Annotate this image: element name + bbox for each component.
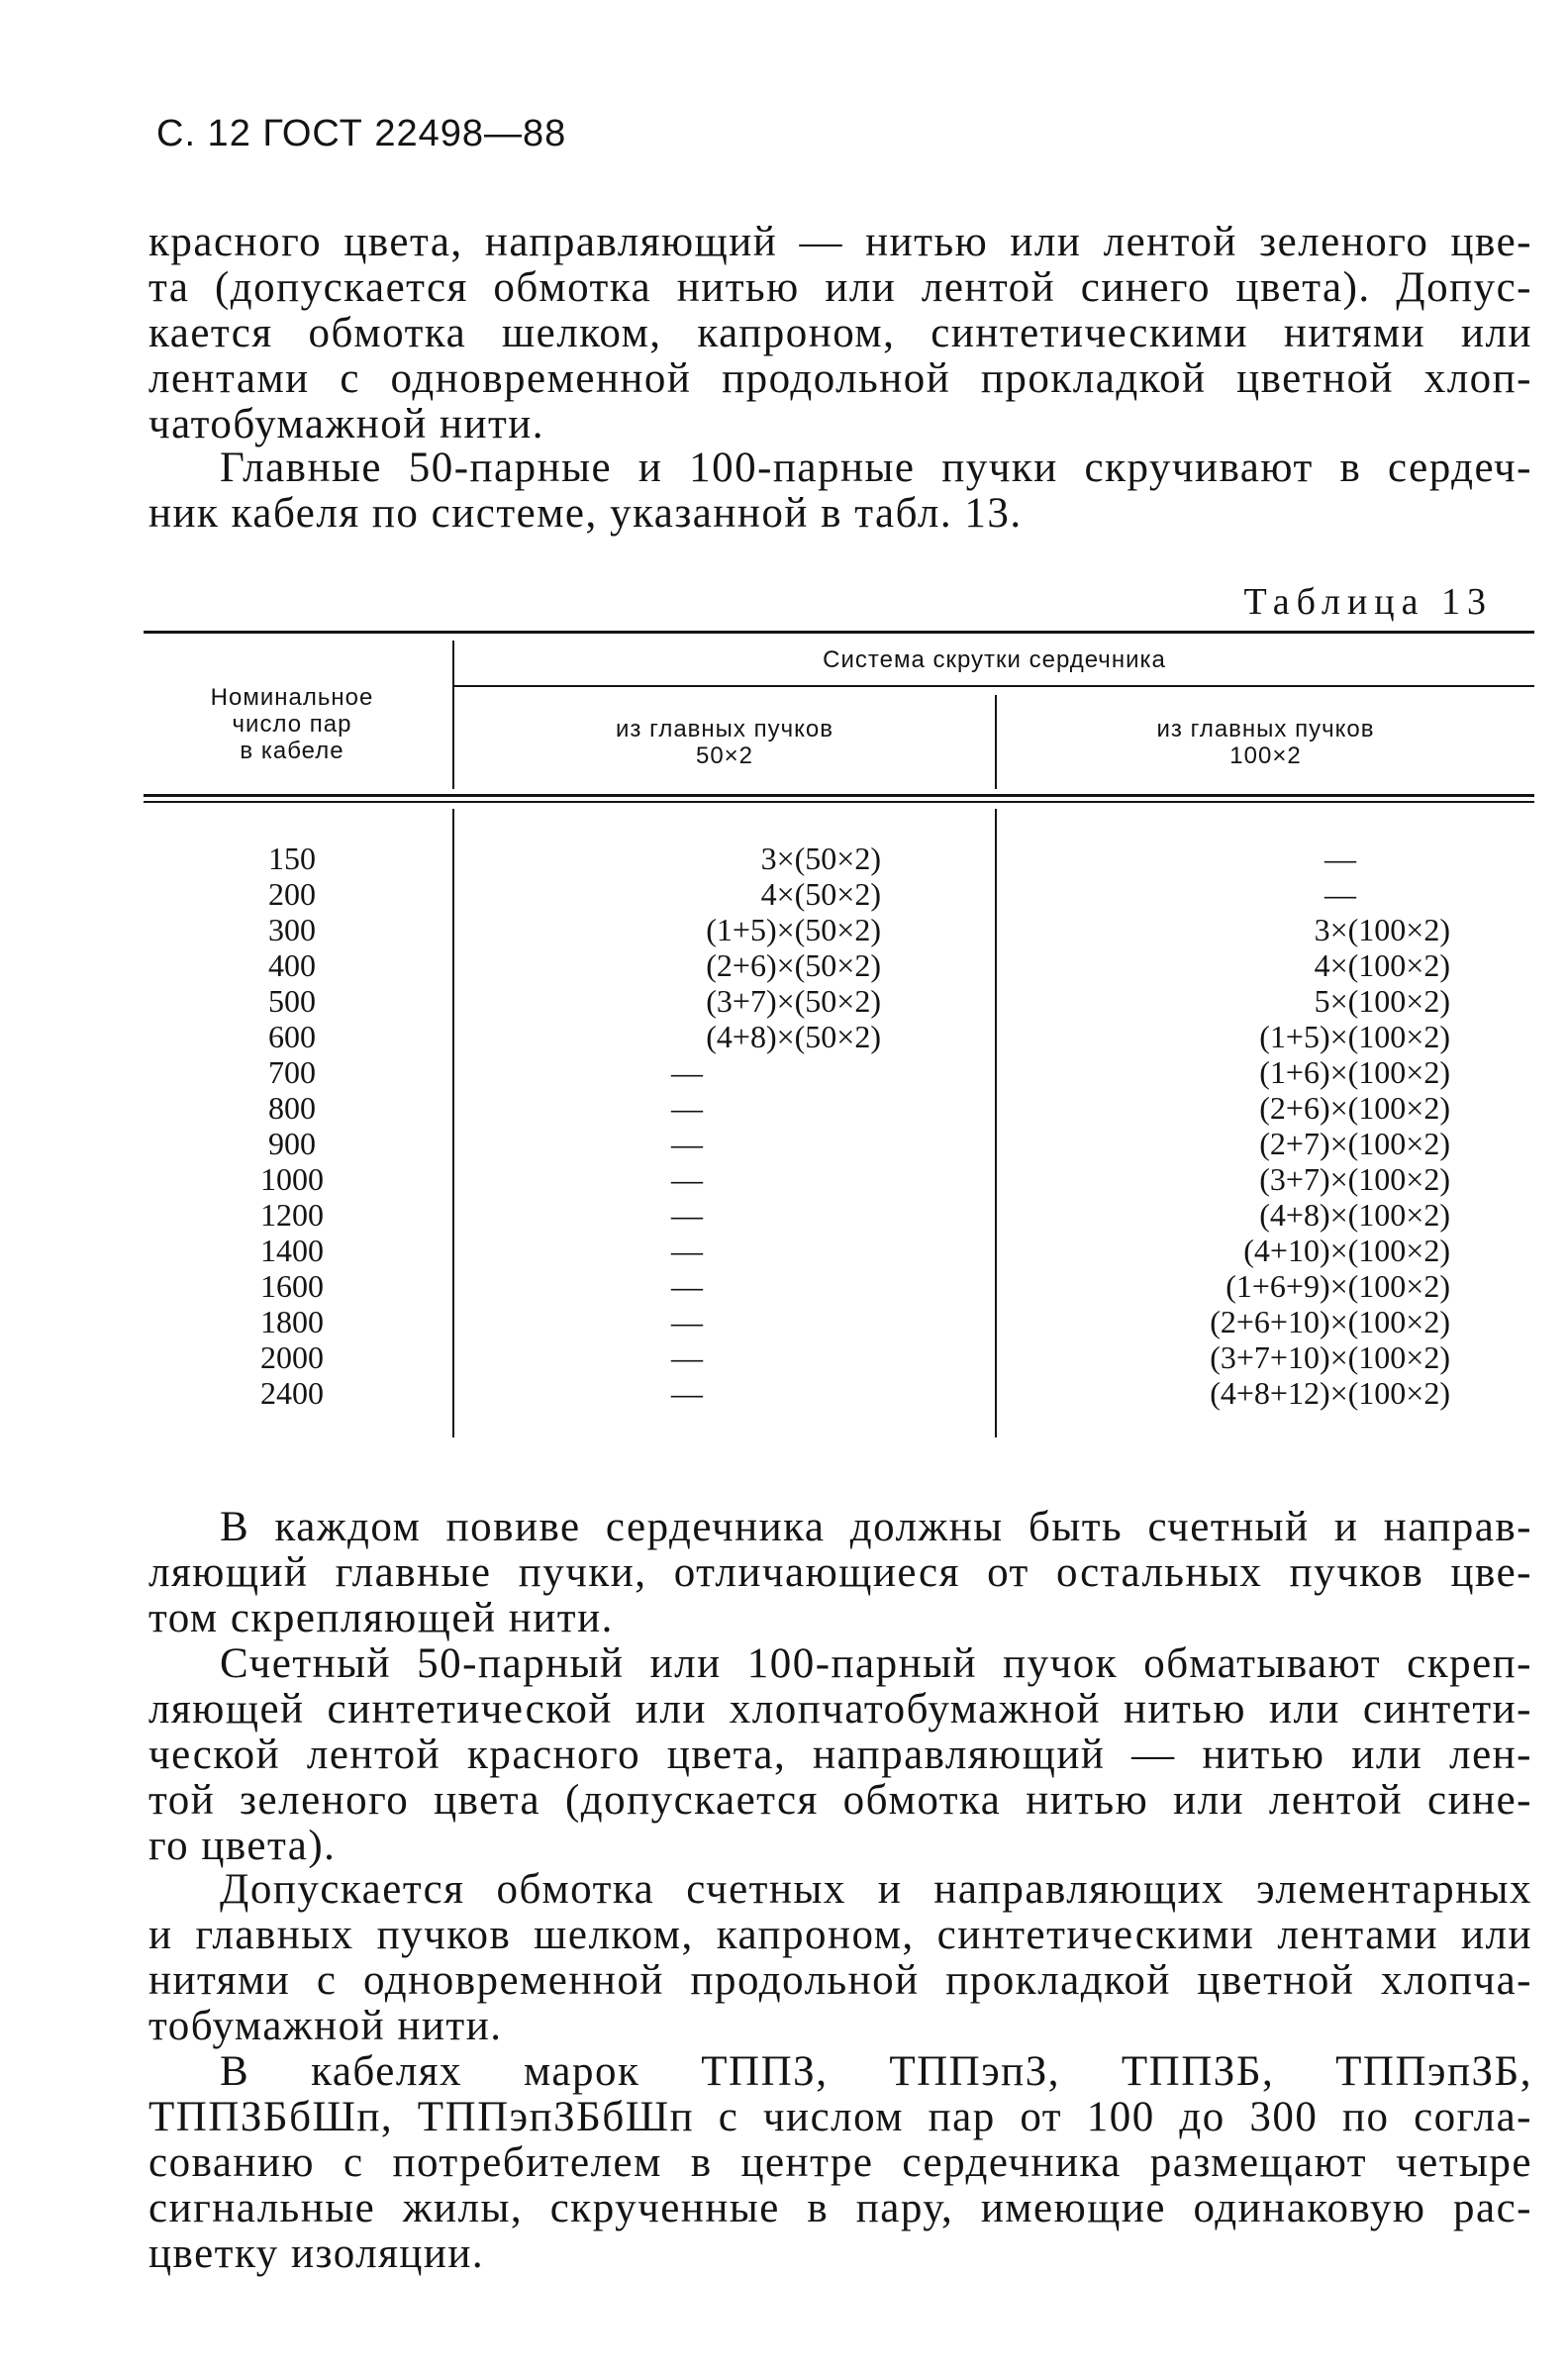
cell-pairs: 200 <box>268 876 316 912</box>
text-line: ческой лентой красного цвета, направляющий — нитью или лен- <box>148 1732 1532 1778</box>
cell-50x2: — <box>671 1375 703 1411</box>
column-100x2 <box>1069 841 1450 1411</box>
cell-50x2: — <box>671 1304 703 1339</box>
cell-50x2: 3×(50×2) <box>760 841 881 876</box>
header-twist-system: Система скрутки сердечника <box>823 646 1166 673</box>
text-line: тобумажной нити. <box>148 2003 503 2049</box>
column-pairs <box>223 841 361 1411</box>
cell-pairs: 700 <box>268 1054 316 1090</box>
cell-pairs: 1000 <box>260 1161 324 1197</box>
header-line: число пар <box>232 711 352 738</box>
cell-100x2: — <box>1324 876 1356 912</box>
header-100x2 <box>997 716 1534 769</box>
header-line: в кабеле <box>240 738 344 764</box>
header-line: 50×2 <box>695 742 754 769</box>
header-line: Номинальное <box>210 684 374 711</box>
cell-100x2: (2+6)×(100×2) <box>1259 1090 1450 1126</box>
cell-pairs: 2400 <box>260 1375 324 1411</box>
cell-50x2: — <box>671 1126 703 1161</box>
cell-pairs: 150 <box>268 841 316 876</box>
cell-100x2: (3+7)×(100×2) <box>1259 1161 1450 1197</box>
cell-pairs: 1400 <box>260 1233 324 1268</box>
text-line: красного цвета, направляющий — нитью или лентой зеленого цве- <box>148 219 1532 265</box>
text-line: той зеленого цвета (допускается обмотка нитью или лентой сине- <box>148 1777 1532 1824</box>
cell-100x2: 4×(100×2) <box>1314 947 1450 983</box>
cell-50x2: (4+8)×(50×2) <box>706 1019 881 1054</box>
text-line: ляющий главные пучки, отличающиеся от остальных пучков цве- <box>148 1549 1532 1596</box>
cell-50x2: (2+6)×(50×2) <box>706 947 881 983</box>
table-vrule <box>995 809 997 1437</box>
text-line: ник кабеля по системе, указанной в табл. 13. <box>148 490 1023 537</box>
paragraph-bundle-wrapping <box>148 1641 1532 1869</box>
cell-50x2: 4×(50×2) <box>760 876 881 912</box>
cell-100x2: (1+6+9)×(100×2) <box>1225 1268 1450 1304</box>
cell-50x2: (3+7)×(50×2) <box>706 983 881 1019</box>
cell-100x2: (3+7+10)×(100×2) <box>1210 1339 1450 1375</box>
text-line: и главных пучков шелком, капроном, синтетическими лентами или <box>148 1912 1532 1958</box>
page-header: С. 12 ГОСТ 22498—88 <box>156 113 567 154</box>
cell-100x2: 5×(100×2) <box>1314 983 1450 1019</box>
text-line: Главные 50-парные и 100-парные пучки скручивают в сердеч- <box>220 445 1532 491</box>
text-line: кается обмотка шелком, капроном, синтетическими нитями или <box>148 310 1532 356</box>
cell-pairs: 900 <box>268 1126 316 1161</box>
cell-50x2: — <box>671 1268 703 1304</box>
paragraph-signal-wires <box>148 2049 1532 2277</box>
cell-pairs: 1200 <box>260 1197 324 1233</box>
text-line: Счетный 50-парный или 100-парный пучок обматывают скреп- <box>220 1640 1532 1687</box>
cell-50x2: — <box>671 1197 703 1233</box>
text-line: В кабелях марок ТППЗ, ТППэпЗ, ТППЗБ, ТППэпЗБ, <box>220 2048 1532 2095</box>
text-line: лентами с одновременной продольной прокладкой цветной хлоп- <box>148 355 1532 402</box>
cell-pairs: 600 <box>268 1019 316 1054</box>
header-nominal-pairs <box>144 684 441 764</box>
cell-50x2: — <box>671 1090 703 1126</box>
cell-100x2: (4+10)×(100×2) <box>1243 1233 1450 1268</box>
column-50x2 <box>599 841 881 1411</box>
table-header-rule <box>144 801 1534 803</box>
text-line: В каждом повиве сердечника должны быть счетный и направ- <box>220 1504 1532 1550</box>
text-line: нитями с одновременной продольной прокладкой цветной хлопча- <box>148 1957 1532 2004</box>
text-line: ТППЗБбШп, ТППэпЗБбШп с числом пар от 100 до 300 по согла- <box>148 2094 1532 2140</box>
table-header-rule <box>144 794 1534 797</box>
text-line: сигнальные жилы, скрученные в пару, имеющие одинаковую рас- <box>148 2185 1532 2231</box>
cell-pairs: 1600 <box>260 1268 324 1304</box>
text-line: цветку изоляции. <box>148 2230 485 2277</box>
cell-100x2: (4+8)×(100×2) <box>1259 1197 1450 1233</box>
intro-paragraph <box>148 220 1532 447</box>
table-group-rule <box>452 685 1534 687</box>
text-line: го цвета). <box>148 1823 337 1869</box>
text-line: сованию с потребителем в центре сердечника размещают четыре <box>148 2139 1532 2186</box>
cell-100x2: (1+5)×(100×2) <box>1259 1019 1450 1054</box>
text-line: чатобумажной нити. <box>148 401 545 447</box>
cell-pairs: 1800 <box>260 1304 324 1339</box>
text-line: Допускается обмотка счетных и направляющих элементарных <box>220 1866 1532 1913</box>
paragraph-table-reference <box>148 445 1532 537</box>
table-top-rule <box>144 631 1534 634</box>
table-vrule <box>452 809 454 1437</box>
header-line: из главных пучков <box>1156 716 1375 742</box>
header-line: 100×2 <box>1229 742 1302 769</box>
cell-pairs: 400 <box>268 947 316 983</box>
paragraph-wrapping-allowed <box>148 1867 1532 2049</box>
cell-pairs: 800 <box>268 1090 316 1126</box>
cell-50x2: — <box>671 1339 703 1375</box>
text-line: том скрепляющей нити. <box>148 1595 614 1641</box>
cell-100x2: 3×(100×2) <box>1314 912 1450 947</box>
cell-50x2: (1+5)×(50×2) <box>706 912 881 947</box>
cell-100x2: (2+6+10)×(100×2) <box>1210 1304 1450 1339</box>
cell-50x2: — <box>671 1161 703 1197</box>
paragraph-counting-bundles <box>148 1505 1532 1641</box>
cell-pairs: 2000 <box>260 1339 324 1375</box>
cell-50x2: — <box>671 1054 703 1090</box>
header-50x2 <box>454 716 995 769</box>
cell-100x2: — <box>1324 841 1356 876</box>
text-line: ляющей синтетической или хлопчатобумажной нитью или синтети- <box>148 1686 1532 1732</box>
table-caption: Таблица 13 <box>1243 581 1493 623</box>
cell-100x2: (1+6)×(100×2) <box>1259 1054 1450 1090</box>
cell-pairs: 500 <box>268 983 316 1019</box>
text-line: та (допускается обмотка нитью или лентой синего цвета). Допус- <box>148 264 1532 311</box>
cell-100x2: (4+8+12)×(100×2) <box>1210 1375 1450 1411</box>
header-line: из главных пучков <box>616 716 833 742</box>
table-13 <box>144 631 1534 1442</box>
cell-100x2: (2+7)×(100×2) <box>1259 1126 1450 1161</box>
cell-pairs: 300 <box>268 912 316 947</box>
cell-50x2: — <box>671 1233 703 1268</box>
